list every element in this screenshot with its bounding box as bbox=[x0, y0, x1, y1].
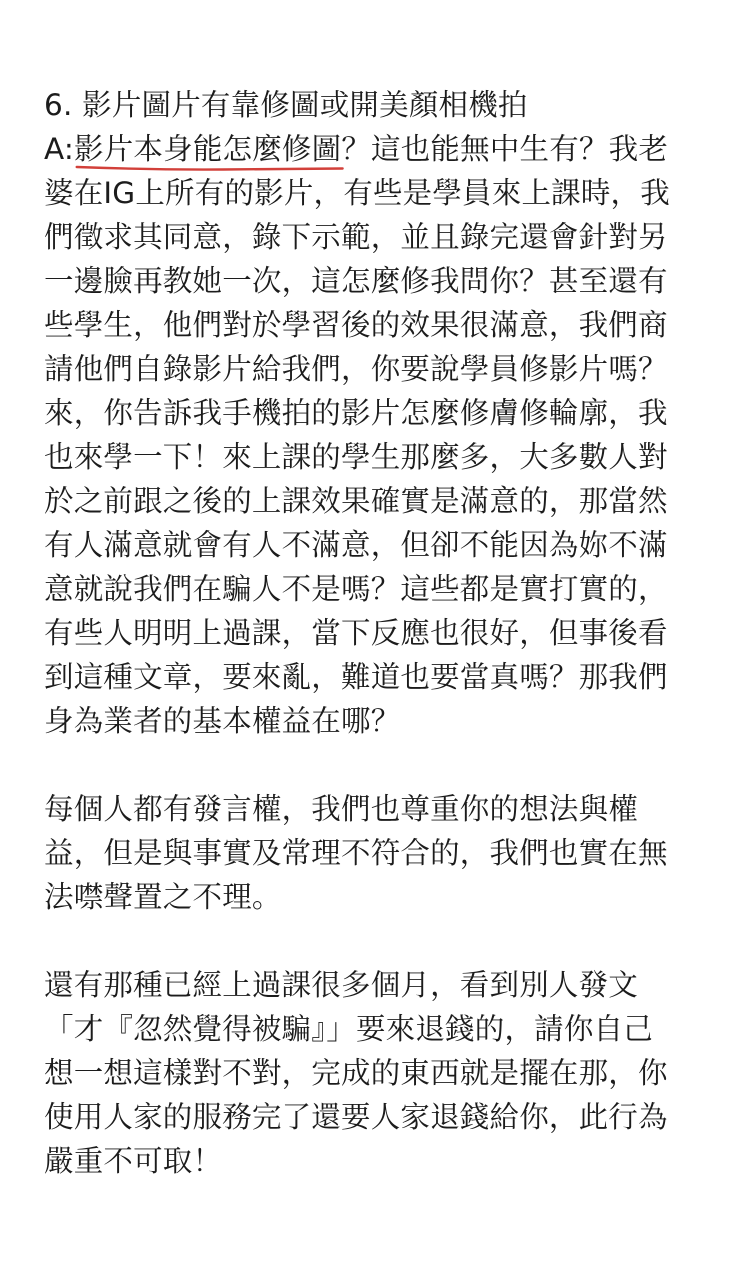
paragraph-line: 身為業者的基本權益在哪？ bbox=[44, 704, 401, 738]
paragraph-line: 「才『忽然覺得被騙』」要來退錢的，請你自己 bbox=[44, 1012, 653, 1046]
paragraph-line: 有些人明明上過課，當下反應也很好，但事後看 bbox=[44, 616, 668, 650]
red-hand-underline bbox=[74, 163, 345, 173]
paragraph-line: 們徵求其同意，錄下示範，並且錄完還會針對另 bbox=[44, 220, 668, 254]
paragraph-line: 每個人都有發言權，我們也尊重你的想法與權 bbox=[44, 792, 639, 826]
answer-first-line bbox=[44, 127, 724, 171]
answer-rest: ？這也能無中生有？我老 bbox=[341, 132, 669, 166]
paragraph-line: 到這種文章，要來亂，難道也要當真嗎？那我們 bbox=[44, 660, 668, 694]
paragraph-gap bbox=[44, 919, 724, 963]
paragraph-line: 法噤聲置之不理。 bbox=[44, 880, 282, 914]
paragraph-line: 使用人家的服務完了還要人家退錢給你，此行為 bbox=[44, 1100, 668, 1134]
paragraph-line: 有人滿意就會有人不滿意，但卻不能因為妳不滿 bbox=[44, 528, 668, 562]
paragraph-line: 婆在IG上所有的影片，有些是學員來上課時，我 bbox=[44, 176, 670, 210]
section-heading: 6. 影片圖片有靠修圖或開美顏相機拍 bbox=[44, 88, 528, 122]
paragraph-line: 嚴重不可取！ bbox=[44, 1144, 223, 1178]
document-body bbox=[44, 83, 724, 1183]
paragraph-line: 一邊臉再教她一次，這怎麼修我問你？甚至還有 bbox=[44, 264, 668, 298]
paragraph-line: 益，但是與事實及常理不符合的，我們也實在無 bbox=[44, 836, 668, 870]
paragraph-line: 請他們自錄影片給我們，你要說學員修影片嗎？ bbox=[44, 352, 668, 386]
paragraph-line: 來，你告訴我手機拍的影片怎麼修膚修輪廓，我 bbox=[44, 396, 668, 430]
answer-prefix: A: bbox=[44, 132, 75, 166]
paragraph-line: 意就說我們在騙人不是嗎？這些都是實打實的， bbox=[44, 572, 668, 606]
paragraph-line: 些學生，他們對於學習後的效果很滿意，我們商 bbox=[44, 308, 668, 342]
paragraph-line: 也來學一下！來上課的學生那麼多，大多數人對 bbox=[44, 440, 668, 474]
paragraph-line: 於之前跟之後的上課效果確實是滿意的，那當然 bbox=[44, 484, 668, 518]
underlined-phrase bbox=[74, 127, 341, 171]
paragraph-line: 還有那種已經上過課很多個月，看到別人發文 bbox=[44, 968, 639, 1002]
paragraph-line: 想一想這樣對不對，完成的東西就是擺在那，你 bbox=[44, 1056, 668, 1090]
underlined-phrase-text: 影片本身能怎麼修圖 bbox=[74, 132, 342, 166]
paragraph-gap bbox=[44, 743, 724, 787]
